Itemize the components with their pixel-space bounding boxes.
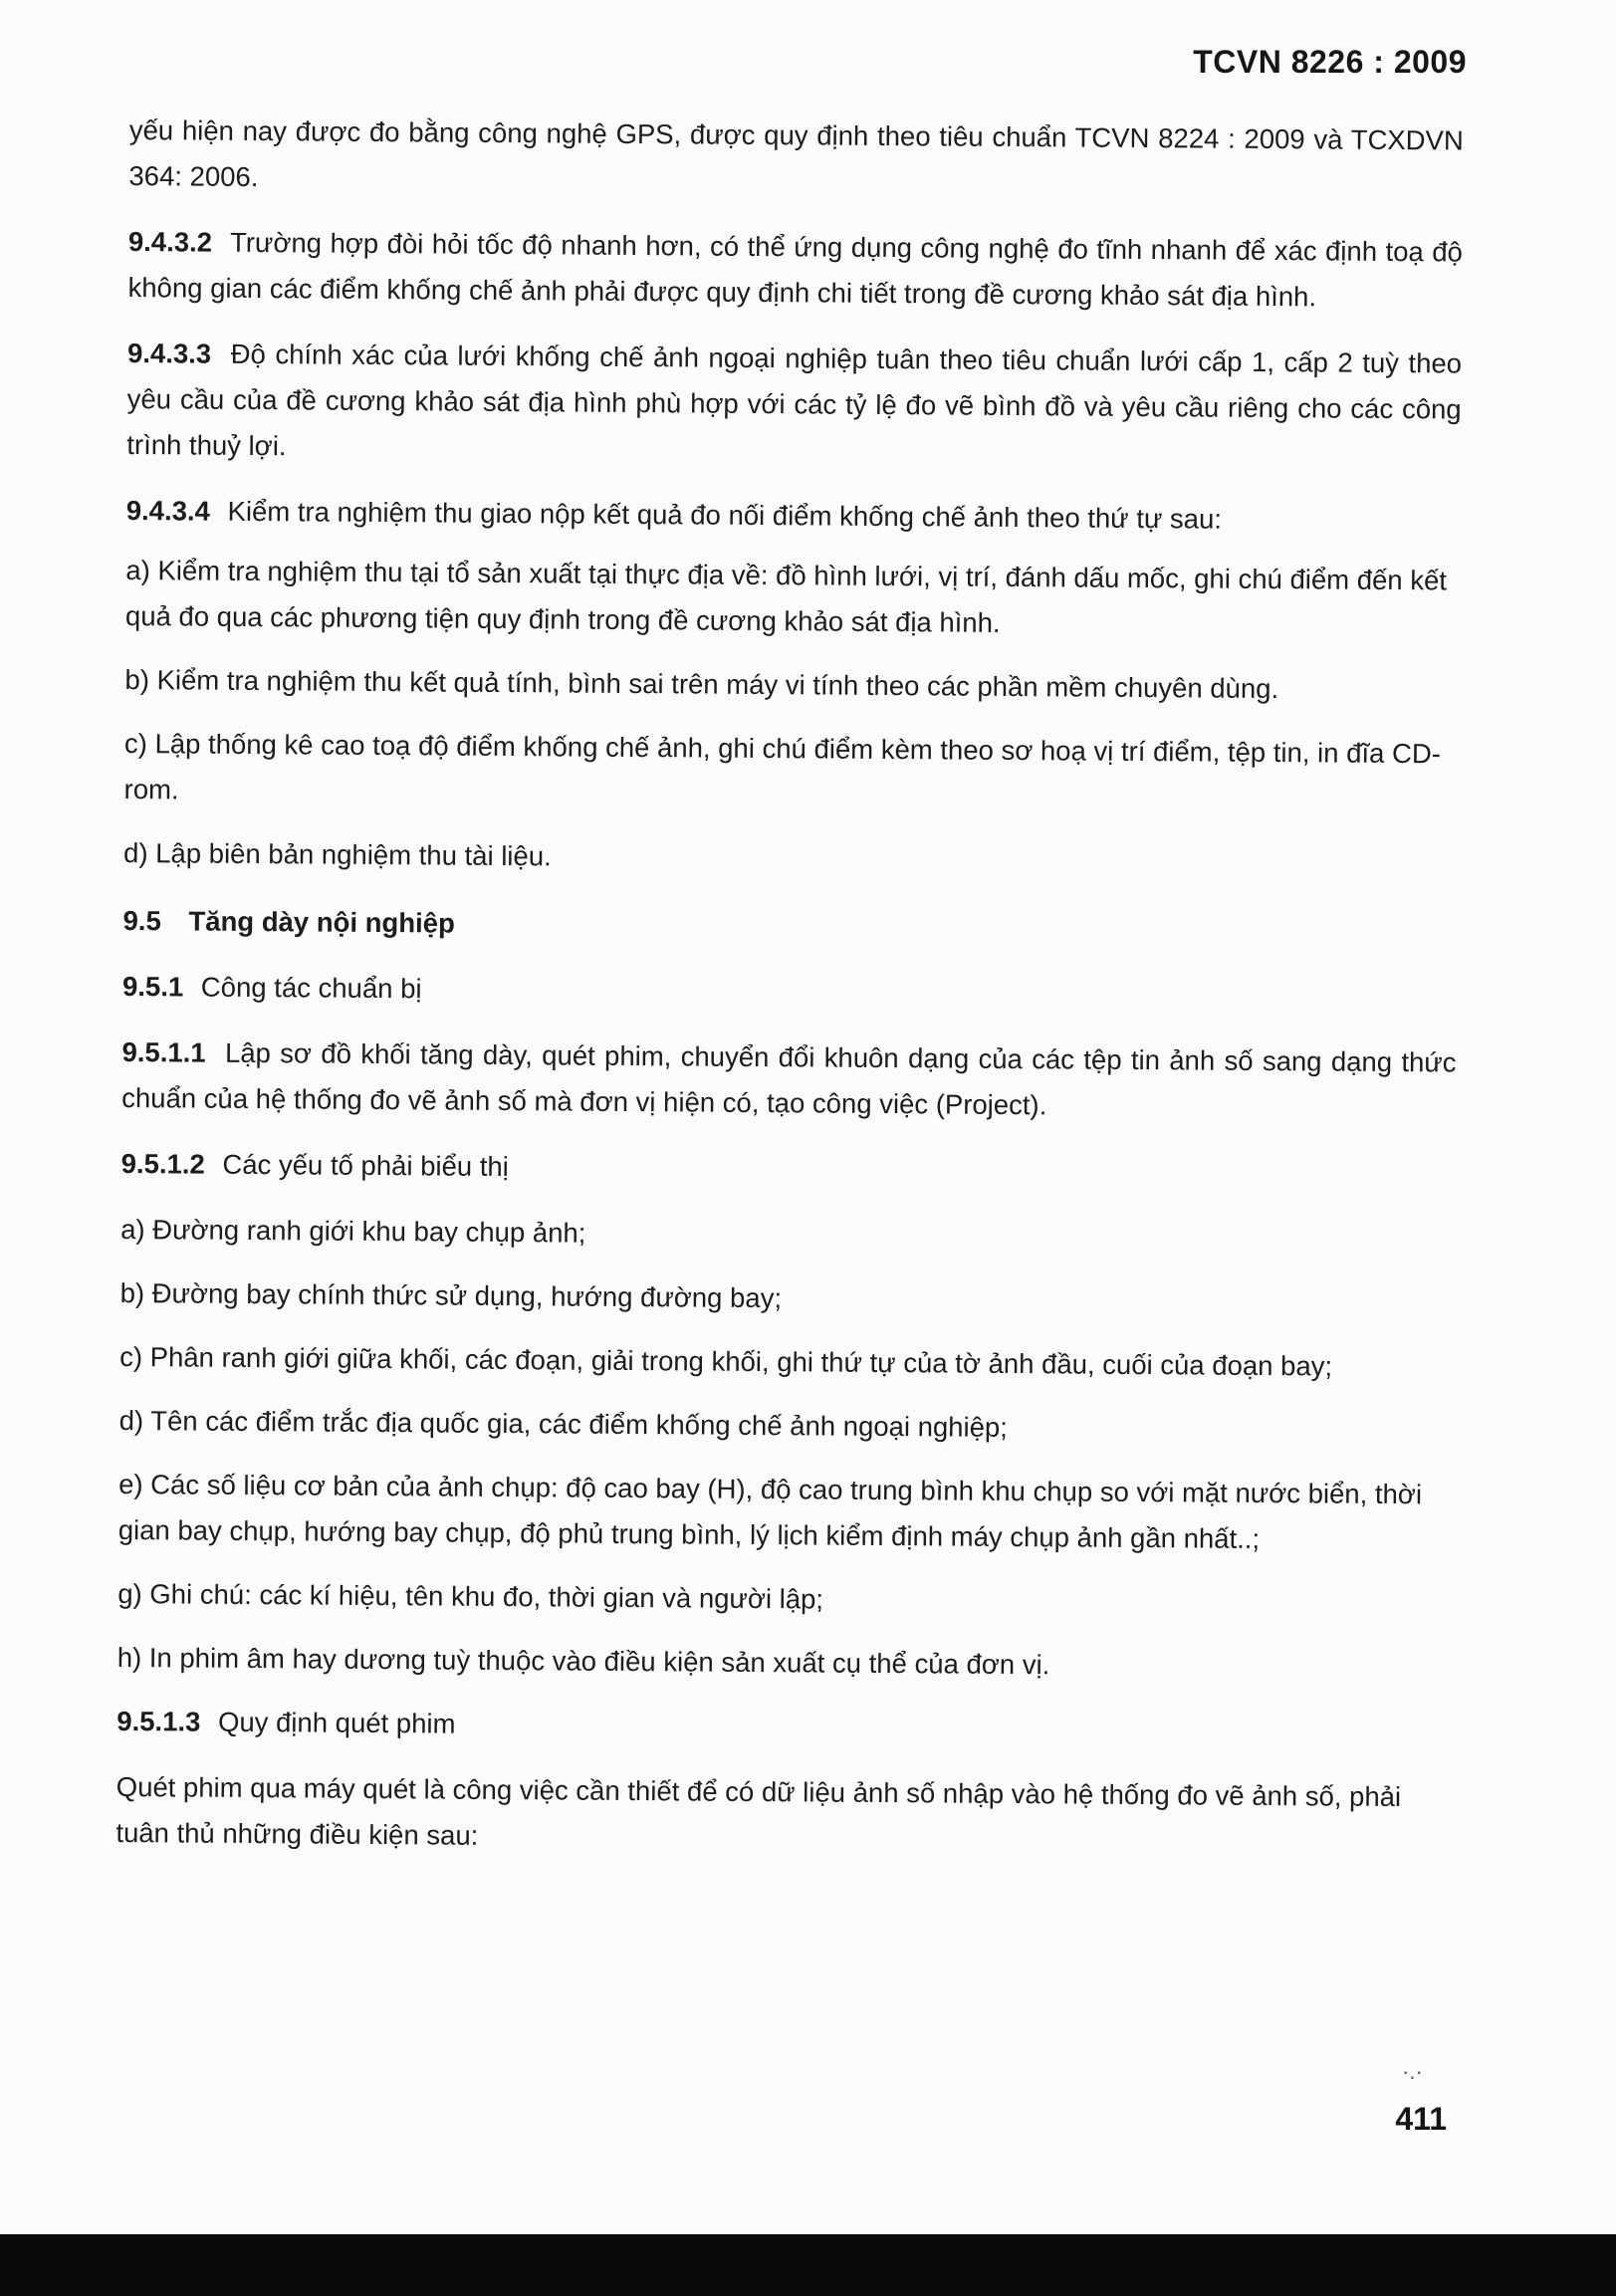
scan-speck: ·.· [1402,2059,1423,2084]
subsection-title: Công tác chuẩn bị [200,971,422,1005]
list-item: g) Ghi chú: các kí hiệu, tên khu đo, thời gian và người lập; [117,1577,824,1615]
clause-number: 9.5.1.3 [116,1705,201,1737]
subsection-title: Quy định quét phim [217,1706,456,1739]
subsection-title: Các yếu tố phải biểu thị [222,1148,509,1183]
paragraph-intro [128,108,1464,210]
list-item: c) Lập thống kê cao toạ độ điểm khống chế ảnh, ghi chú điểm kèm theo sơ hoạ vị trí điểm, tệp tin, in đĩa CD-rom. [123,727,1442,805]
section-heading-9-5 [122,898,1457,955]
paragraph-text: yếu hiện nay được đo bằng công nghệ GPS, được quy định theo tiêu chuẩn TCVN 8224 : 2009 và TCXDVN 364: 2006. [128,114,1464,193]
clause-number: 9.4.3.2 [127,225,213,258]
subsection-9-5-1-2 [120,1141,1455,1198]
clause-number: 9.5.1.2 [120,1147,205,1180]
paragraph-9-4-3-4 [126,488,1461,545]
list-item: d) Lập biên bản nghiệm thu tài liệu. [122,836,552,872]
clause-number: 9.4.3.4 [125,494,211,527]
clause-number: 9.5.1 [121,970,184,1003]
paragraph-scan-rules: Quét phim qua máy quét là công việc cần thiết để có dữ liệu ảnh số nhập vào hệ thống đo vẽ ảnh số, phải tuân thủ những điều kiện sau: [115,1770,1402,1851]
paragraph-text: Lập sơ đồ khối tăng dày, quét phim, chuyển đổi khuôn dạng của các tệp tin ảnh số sang dạng thức chuẩn của hệ thống đo vẽ ảnh số mà đơn vị hiện có, tạo công việc (Project). [121,1036,1457,1121]
list-item: b) Đường bay chính thức sử dụng, hướng đường bay; [119,1276,783,1314]
document-body [115,108,1464,1884]
subsection-9-5-1-3 [116,1699,1451,1755]
paragraph-text: Trường hợp đòi hỏi tốc độ nhanh hơn, có thể ứng dụng công nghệ đo tĩnh nhanh để xác định toạ độ không gian các điểm khống chế ảnh phải được quy định chi tiết trong đề cương khảo sát địa hình. [127,226,1464,313]
list-item: e) Các số liệu cơ bản của ảnh chụp: độ cao bay (H), độ cao trung bình khu chụp so với mặt nước biển, thời gian bay chụp, hướng bay chụp, độ phủ trung bình, lý lịch kiểm định máy chụp ảnh gần nhất..; [117,1468,1423,1554]
page-number: 411 [1395,2101,1447,2137]
paragraph-text: Độ chính xác của lưới khống chế ảnh ngoại nghiệp tuân theo tiêu chuẩn lưới cấp 1, cấp 2 tuỳ theo yêu cầu của đề cương khảo sát địa hình phù hợp với các tỷ lệ đo vẽ bình đồ và yêu cầu riêng cho các công trình thuỷ lợi. [126,338,1463,462]
scan-edge-shadow [0,2234,1616,2296]
paragraph-9-5-1-1 [121,1030,1457,1132]
clause-number: 9.5.1.1 [121,1035,206,1068]
list-item: b) Kiểm tra nghiệm thu kết quả tính, bình sai trên máy vi tính theo các phần mềm chuyên dùng. [124,663,1279,705]
list-item: a) Kiểm tra nghiệm thu tại tổ sản xuất tại thực địa về: đồ hình lưới, vị trí, đánh dấu mốc, ghi chú điểm đến kết quả đo qua các phương tiện quy định trong đề cương khảo sát địa hình. [124,554,1448,638]
list-item: a) Đường ranh giới khu bay chụp ảnh; [120,1213,586,1249]
section-number: 9.5 [122,904,161,937]
list-item: c) Phân ranh giới giữa khối, các đoạn, giải trong khối, ghi thứ tự của tờ ảnh đầu, cuối của đoạn bay; [119,1340,1333,1382]
list-item: h) In phim âm hay dương tuỳ thuộc vào điều kiện sản xuất cụ thể của đơn vị. [116,1641,1050,1681]
paragraph-9-4-3-2 [127,219,1463,322]
section-title: Tăng dày nội nghiệp [188,905,455,939]
paragraph-9-4-3-3 [126,331,1462,479]
clause-number: 9.4.3.3 [126,337,212,369]
standard-header: TCVN 8226 : 2009 [1193,44,1467,80]
subsection-9-5-1 [122,964,1457,1021]
list-item: d) Tên các điểm trắc địa quốc gia, các điểm khống chế ảnh ngoại nghiệp; [118,1404,1009,1443]
paragraph-text: Kiểm tra nghiệm thu giao nộp kết quả đo nối điểm khống chế ảnh theo thứ tự sau: [227,495,1223,535]
